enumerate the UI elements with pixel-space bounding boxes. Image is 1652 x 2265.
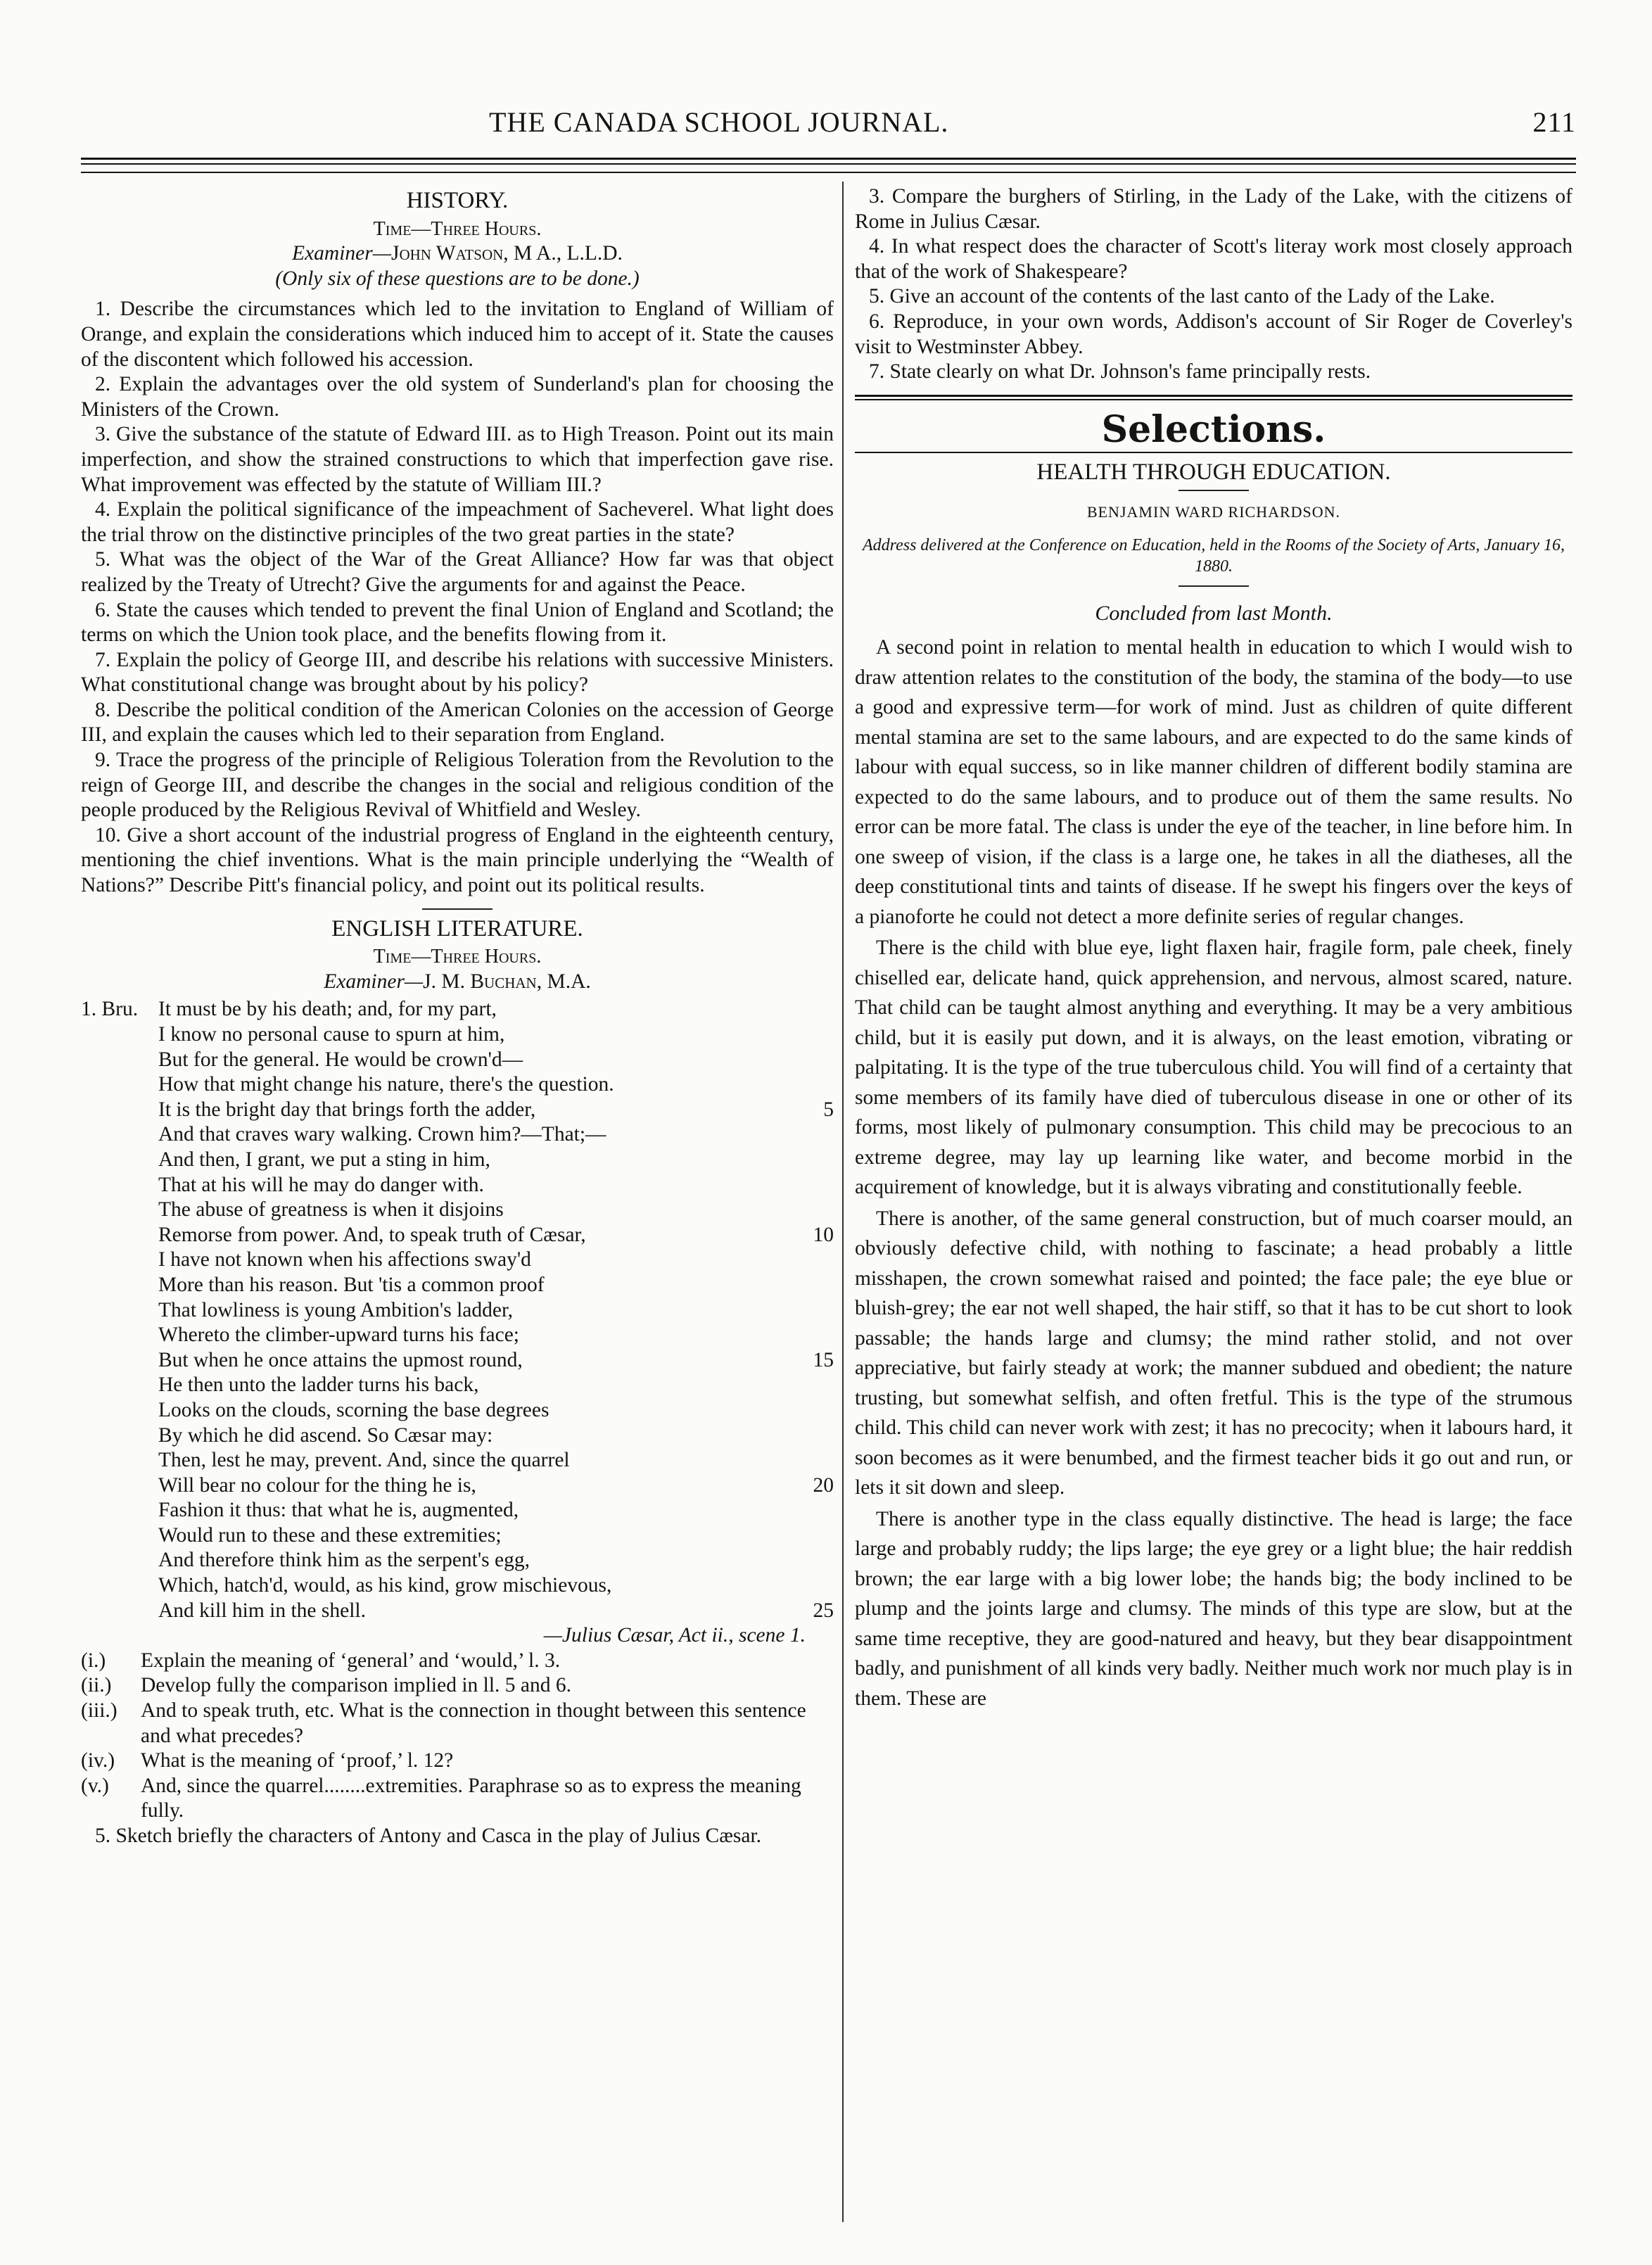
poem-lead xyxy=(81,1148,158,1173)
line-number xyxy=(806,1523,834,1549)
history-question: 5. What was the object of the War of the Great Alliance? How far was that object realized by the Treaty of Utrecht? Give the arguments for and against the Peace. xyxy=(81,548,834,596)
poem-line xyxy=(81,1599,834,1624)
subquestion-label: (ii.) xyxy=(81,1674,112,1697)
poem-line-text: I have not known when his affections sway'd xyxy=(158,1248,531,1271)
line-number xyxy=(806,997,834,1022)
literature-question: 5. Give an account of the contents of the last canto of the Lady of the Lake. xyxy=(869,285,1495,308)
line-number: 15 xyxy=(813,1348,834,1371)
poem-lead xyxy=(81,1473,158,1499)
poem-line xyxy=(81,1048,834,1073)
history-note: (Only six of these questions are to be done.) xyxy=(275,267,640,290)
subquestion-text: What is the meaning of ‘proof,’ l. 12? xyxy=(141,1749,454,1772)
article-author: BENJAMIN WARD RICHARDSON. xyxy=(1086,502,1341,521)
poem-line xyxy=(81,1373,834,1398)
poem-lead xyxy=(81,1198,158,1223)
literature-question: 7. State clearly on what Dr. Johnson's fame principally rests. xyxy=(869,360,1371,383)
poem-lead xyxy=(81,1122,158,1148)
line-number: 5 xyxy=(823,1098,834,1121)
left-column xyxy=(81,184,834,1849)
poem-lead xyxy=(81,1173,158,1198)
header-rule-bottom xyxy=(81,163,1576,165)
page-number: 211 xyxy=(1532,106,1576,138)
article-paragraph: There is another type in the class equally distinctive. The head is large; the face large and probably ruddy; the lips large; the eye grey or a light blue; the hair reddish brown; the ear large with a big lower lobe; the hands big; the body inclined to be plump and the joints large and clumsy. The minds of this type are slow, but at the same time receptive, they are good-natured and heavy, but they bear disappointment badly, and punishment of all kinds very badly. Neither much work nor much play is in them. These are xyxy=(855,1507,1572,1710)
poem-line-text: Which, hatch'd, would, as his kind, grow mischievous, xyxy=(158,1574,612,1597)
poem-line-text: And that craves wary walking. Crown him?—That;— xyxy=(158,1123,606,1146)
poem-line-text: And then, I grant, we put a sting in him, xyxy=(158,1148,490,1171)
examiner-label: Examiner— xyxy=(324,970,424,993)
line-number xyxy=(806,1373,834,1398)
selections-rule xyxy=(855,452,1572,453)
poem-lead xyxy=(81,1523,158,1549)
subquestion-text: And, since the quarrel........extremities. Paraphrase so as to express the meaning fully. xyxy=(141,1774,801,1822)
poem-line-text: Would run to these and these extremities; xyxy=(158,1523,502,1547)
line-number xyxy=(806,1198,834,1223)
poem-line xyxy=(81,1573,834,1599)
line-number xyxy=(806,1148,834,1173)
poem-line-text: And therefore think him as the serpent's egg, xyxy=(158,1549,530,1572)
double-rule xyxy=(855,399,1572,400)
poem-line xyxy=(81,1498,834,1523)
history-question: 3. Give the substance of the statute of Edward III. as to High Treason. Point out its main imperfection, and show the strained constructions to which that imperfection gave rise. What improvement was effected by the statute of William III.? xyxy=(81,423,834,496)
poem-line xyxy=(81,1523,834,1549)
concluded-note: Concluded from last Month. xyxy=(1095,601,1333,625)
line-number xyxy=(806,1173,834,1198)
history-examiner xyxy=(81,241,834,267)
section-divider xyxy=(422,908,493,910)
question-5: 5. Sketch briefly the characters of Antony and Casca in the play of Julius Cæsar. xyxy=(95,1825,762,1847)
poem-line-text: More than his reason. But 'tis a common proof xyxy=(158,1273,545,1296)
article-paragraph: There is the child with blue eye, light flaxen hair, fragile form, pale cheek, finely chiselled ear, delicate hand, quick apprehension, and nervous, almost scared, nature. That child can be taught almost anything and everything. It may be a very ambitious child, but it is easily put down, and it is always, on the least emotion, vibrating or palpitating. It is the type of the true tuberculous child. You will find of a certainty that some members of its family have died of tuberculous disease in one or other of its forms, most likely of pulmonary consumption. This child may be precocious to an extreme degree, may lay up learning like water, and become morbid in the acquirement of knowledge, but it is always vibrating and constitutionally feeble. xyxy=(855,937,1572,1199)
poem-line xyxy=(81,1223,834,1248)
poem-lead xyxy=(81,1323,158,1348)
poem-line-text: But for the general. He would be crown'd— xyxy=(158,1048,523,1071)
poem-line xyxy=(81,1273,834,1298)
poem-line-text: I know no personal cause to spurn at him, xyxy=(158,1023,505,1046)
poem-lead xyxy=(81,1573,158,1599)
history-question: 10. Give a short account of the industrial progress of England in the eighteenth century, mentioning the chief inventions. What is the main principle underlying the “Wealth of Nations?” Describe Pitt's financial policy, and point out its political results. xyxy=(81,823,834,897)
poem-lead xyxy=(81,1048,158,1073)
poem-line-text: Whereto the climber-upward turns his face; xyxy=(158,1324,519,1347)
subquestion xyxy=(81,1649,834,1674)
poem-lead xyxy=(81,1072,158,1098)
examiner-label: Examiner— xyxy=(292,242,391,265)
line-number xyxy=(806,1072,834,1098)
subquestion-label: (v.) xyxy=(81,1774,109,1797)
poem-line xyxy=(81,1398,834,1423)
history-time: Time—Three Hours. xyxy=(373,217,542,240)
poem-lead xyxy=(81,1498,158,1523)
page-header xyxy=(81,106,1576,148)
english-lit-time: Time—Three Hours. xyxy=(373,946,542,968)
poem-line-text: That at his will he may do danger with. xyxy=(158,1173,484,1196)
english-lit-title: ENGLISH LITERATURE. xyxy=(331,915,583,941)
poem-line xyxy=(81,1348,834,1373)
double-rule xyxy=(855,395,1572,397)
poem-line-text: The abuse of greatness is when it disjoins xyxy=(158,1198,504,1222)
poem-lead xyxy=(81,1223,158,1248)
journal-title: THE CANADA SCHOOL JOURNAL. xyxy=(489,106,949,138)
poem-lead xyxy=(81,1348,158,1373)
poem-lead xyxy=(81,1548,158,1573)
poem-lead: 1. Bru. xyxy=(81,998,139,1021)
article-address: Address delivered at the Conference on Education, held in the Rooms of the Society of Arts, January 16, 1880. xyxy=(862,535,1565,576)
history-question: 4. Explain the political significance of the impeachment of Sacheverel. What light does the trial throw on the distinctive principles of the two great parties in the state? xyxy=(81,498,834,546)
literature-question: 4. In what respect does the character of Scott's literay work most closely approach that of the work of Shakespeare? xyxy=(855,235,1572,283)
history-question: 7. Explain the policy of George III, and describe his relations with successive Ministers. What constitutional change was brought about by his policy? xyxy=(81,648,834,697)
article-paragraph: There is another, of the same general construction, but of much coarser mould, an obviously defective child, with nothing to fascinate; a head probably a little misshapen, the crown somewhat raised and pointed; the face pale; the eye blue or bluish-grey; the ear not well shaped, the hair stiff, so that it has to be cut short to look passable; the hands large and clumsy; the mind rather stolid, and not over appreciative, but fairly steady at work; the manner subdued and obedient; the nature trusting, but somewhat selfish, and often fretful. This is the type of the strumous child. This child can never work with zest; it has no precocity; when it labours hard, it soon becomes as it were benumbed, and the firmest teacher bids it go out and run, or lets it sit down and sleep. xyxy=(855,1207,1572,1499)
poem-lead xyxy=(81,1423,158,1449)
poem-line xyxy=(81,1548,834,1573)
poem-lead xyxy=(81,1022,158,1048)
poem-line xyxy=(81,1473,834,1499)
subquestion-label: (iv.) xyxy=(81,1749,115,1772)
article-paragraph: A second point in relation to mental health in education to which I would wish to draw attention relates to the constitution of the body, the stamina of the body—to use a good and expressive term—for work of mind. Just as children of quite different mental stamina are set to the same labours, and are expected to do the same kinds of labour with equal success, so in like manner children of different bodily stamina are expected to do the same labours, and to produce out of them the same results. No error can be more fatal. The class is under the eye of the teacher, in line before him. In one sweep of vision, if the class is a large one, he takes in all the diatheses, all the deep constitutional tints and taints of disease. If he swept his fingers over the keys of a pianoforte he could not detect a more definite series of regular changes. xyxy=(855,636,1572,928)
poem-line xyxy=(81,1248,834,1273)
poem-lead xyxy=(81,1273,158,1298)
header-rule-thin xyxy=(81,172,1576,173)
poem-line xyxy=(81,1423,834,1449)
poem-lead xyxy=(81,1448,158,1473)
line-number: 25 xyxy=(813,1599,834,1622)
line-number xyxy=(806,1573,834,1599)
line-number xyxy=(806,1548,834,1573)
poem-line-text: That lowliness is young Ambition's ladder, xyxy=(158,1298,513,1321)
history-question: 9. Trace the progress of the principle of Religious Toleration from the Revolution to the reign of George III, and describe the changes in the social and religious condition of the people produced by the Religious Revival of Whitfield and Wesley. xyxy=(81,749,834,822)
line-number xyxy=(806,1248,834,1273)
line-number xyxy=(806,1448,834,1473)
poem-line xyxy=(81,1148,834,1173)
header-rule-top xyxy=(81,158,1576,160)
poem-excerpt xyxy=(81,997,834,1623)
selections-heading: Selections. xyxy=(1101,407,1326,451)
article-title: HEALTH THROUGH EDUCATION. xyxy=(1036,459,1391,486)
line-number xyxy=(806,1323,834,1348)
poem-line xyxy=(81,997,834,1022)
line-number xyxy=(806,1298,834,1324)
poem-line-text: Then, lest he may, prevent. And, since the quarrel xyxy=(158,1449,570,1472)
poem-line-text: Fashion it thus: that what he is, augmented, xyxy=(158,1499,519,1522)
poem-lead xyxy=(81,1248,158,1273)
examiner-name: John Watson, M A., L.L.D. xyxy=(390,242,623,265)
subquestion-text: And to speak truth, etc. What is the connection in thought between this sentence and what precedes? xyxy=(141,1699,806,1747)
history-question: 1. Describe the circumstances which led to the invitation to England of William of Orange, and explain the considerations which induced him to accept of it. State the causes of the discontent which followed his accession. xyxy=(81,298,834,371)
line-number xyxy=(806,1273,834,1298)
history-question: 2. Explain the advantages over the old system of Sunderland's plan for choosing the Ministers of the Crown. xyxy=(81,373,834,421)
subquestion-text: Develop fully the comparison implied in ll. 5 and 6. xyxy=(141,1674,572,1697)
subquestion xyxy=(81,1673,834,1699)
history-title: HISTORY. xyxy=(406,188,509,213)
subquestion xyxy=(81,1774,834,1824)
line-number: 20 xyxy=(813,1473,834,1497)
poem-line xyxy=(81,1198,834,1223)
literature-question: 3. Compare the burghers of Stirling, in the Lady of the Lake, with the citizens of Rome in Julius Cæsar. xyxy=(855,185,1572,233)
poem-line xyxy=(81,1122,834,1148)
history-question: 8. Describe the political condition of the American Colonies on the accession of George III, and explain the causes which led to their separation from England. xyxy=(81,698,834,747)
right-column xyxy=(855,184,1572,1715)
poem-line xyxy=(81,1072,834,1098)
poem-line-text: Remorse from power. And, to speak truth of Cæsar, xyxy=(158,1223,586,1246)
article-body xyxy=(855,633,1572,1713)
line-number xyxy=(806,1122,834,1148)
poem-lead xyxy=(81,1298,158,1324)
address-divider xyxy=(1178,585,1249,587)
subquestion-label: (iii.) xyxy=(81,1699,117,1722)
poem-line xyxy=(81,1022,834,1048)
poem-line xyxy=(81,1448,834,1473)
history-questions xyxy=(81,297,834,898)
line-number xyxy=(806,1048,834,1073)
poem-lead xyxy=(81,1098,158,1123)
poem-line-text: It is the bright day that brings forth the adder, xyxy=(158,1098,536,1121)
literature-question: 6. Reproduce, in your own words, Addison's account of Sir Roger de Coverley's visit to Westminster Abbey. xyxy=(855,310,1572,358)
history-question: 6. State the causes which tended to prevent the final Union of England and Scotland; the terms on which the Union took place, and the benefits flowing from it. xyxy=(81,598,834,647)
poem-lead xyxy=(81,1373,158,1398)
poem-line-text: He then unto the ladder turns his back, xyxy=(158,1373,479,1397)
poem-lead xyxy=(81,1599,158,1624)
subquestion xyxy=(81,1699,834,1749)
line-number xyxy=(806,1423,834,1449)
english-lit-examiner xyxy=(81,970,834,995)
subquestions xyxy=(81,1649,834,1824)
column-separator xyxy=(842,182,844,2222)
poem-line xyxy=(81,1298,834,1324)
line-number xyxy=(806,1022,834,1048)
subquestion xyxy=(81,1749,834,1774)
line-number: 10 xyxy=(813,1223,834,1246)
subquestion-label: (i.) xyxy=(81,1649,106,1672)
title-divider xyxy=(1178,490,1249,491)
poem-line-text: How that might change his nature, there's the question. xyxy=(158,1073,614,1096)
poem-line-text: Looks on the clouds, scorning the base degrees xyxy=(158,1398,549,1421)
poem-line xyxy=(81,1173,834,1198)
poem-line-text: By which he did ascend. So Cæsar may: xyxy=(158,1423,493,1447)
poem-line-text: It must be by his death; and, for my part, xyxy=(158,998,497,1021)
line-number xyxy=(806,1398,834,1423)
line-number xyxy=(806,1498,834,1523)
poem-line-text: But when he once attains the upmost round, xyxy=(158,1348,523,1371)
poem-attribution: —Julius Cæsar, Act ii., scene 1. xyxy=(543,1624,806,1647)
subquestion-text: Explain the meaning of ‘general’ and ‘would,’ l. 3. xyxy=(141,1649,561,1672)
literature-questions-continued xyxy=(855,184,1572,385)
poem-line xyxy=(81,1098,834,1123)
poem-line-text: Will bear no colour for the thing he is, xyxy=(158,1473,476,1497)
examiner-name: J. M. Buchan, M.A. xyxy=(423,970,591,993)
poem-lead xyxy=(81,1398,158,1423)
poem-line-text: And kill him in the shell. xyxy=(158,1599,366,1622)
poem-line xyxy=(81,1323,834,1348)
